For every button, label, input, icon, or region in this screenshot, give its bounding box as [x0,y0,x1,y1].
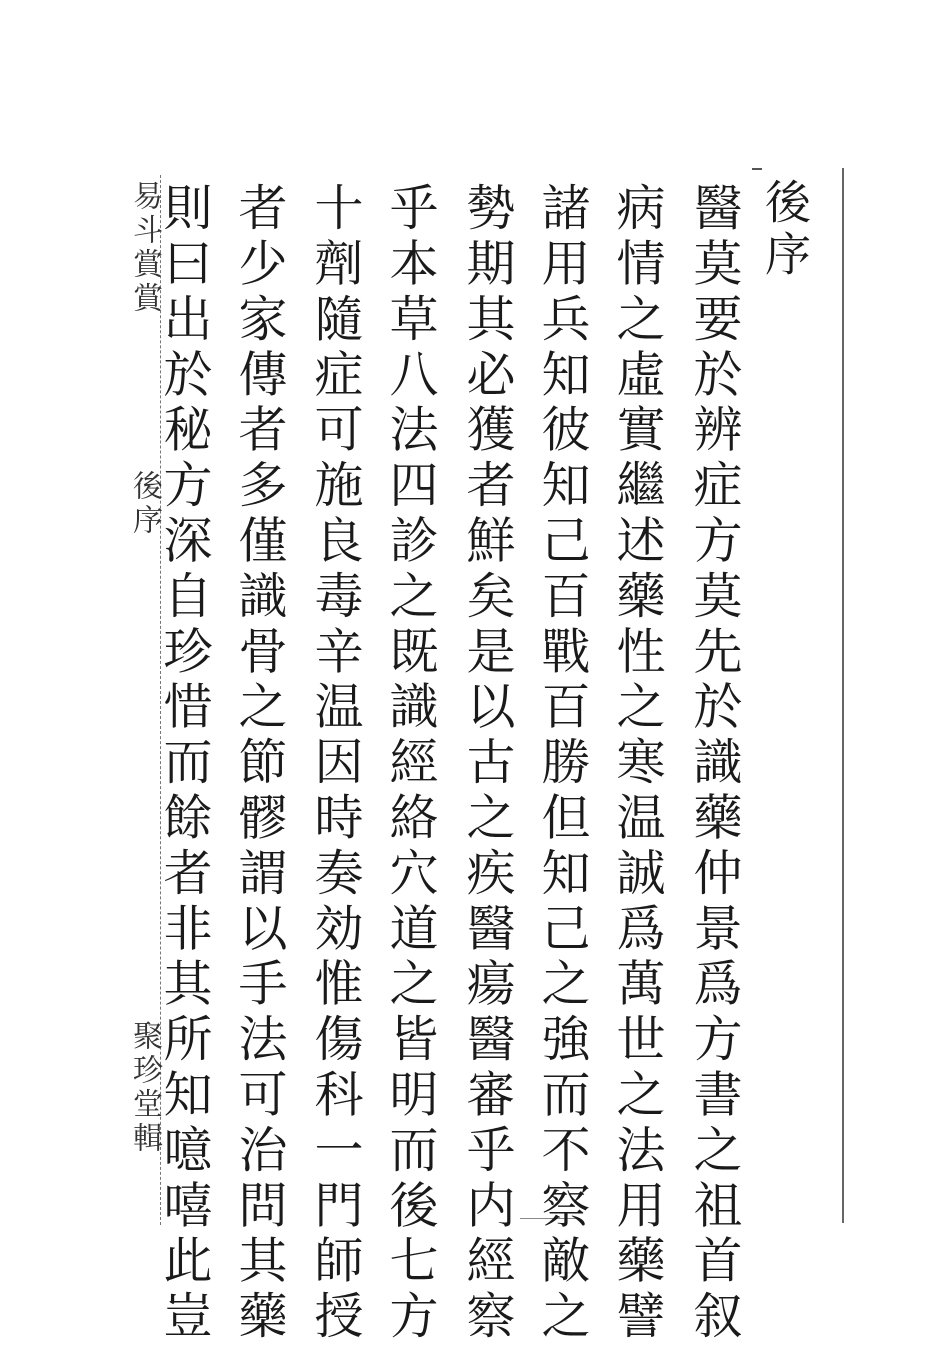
text-column-1: 醫莫要於辨症方莫先於識藥仲景爲方書之祖首叙 [686,182,743,1345]
text-column-3: 諸用兵知彼知己百戰百勝但知己之強而不察敵之 [534,182,591,1345]
margin-edition-label: 聚珍堂輯 [127,1020,162,1156]
margin-book-title: 易斗賞賞 [127,180,162,316]
text-column-2: 病情之虛實繼述藥性之寒温誠爲萬世之法用藥譬 [609,182,666,1345]
text-column-7: 者少家傳者多僅識骨之節髎謂以手法可治問其藥 [231,182,288,1345]
top-corner-mark [752,168,762,170]
margin-section-label: 後序 [127,470,162,538]
text-column-6: 十劑隨症可施良毒辛温因時奏効惟傷科一門師授 [307,182,364,1345]
text-column-5: 乎本草八法四診之既識經絡穴道之皆明而後七方 [382,182,439,1345]
page-frame-right-rule [842,168,844,1223]
text-column-4: 勢期其必獲者鮮矣是以古之疾醫瘍醫審乎内經察 [459,182,516,1345]
preface-title: 後序 [758,178,812,282]
text-column-8: 則曰出於秘方深自珍惜而餘者非其所知噫嘻此豈 [156,182,213,1345]
